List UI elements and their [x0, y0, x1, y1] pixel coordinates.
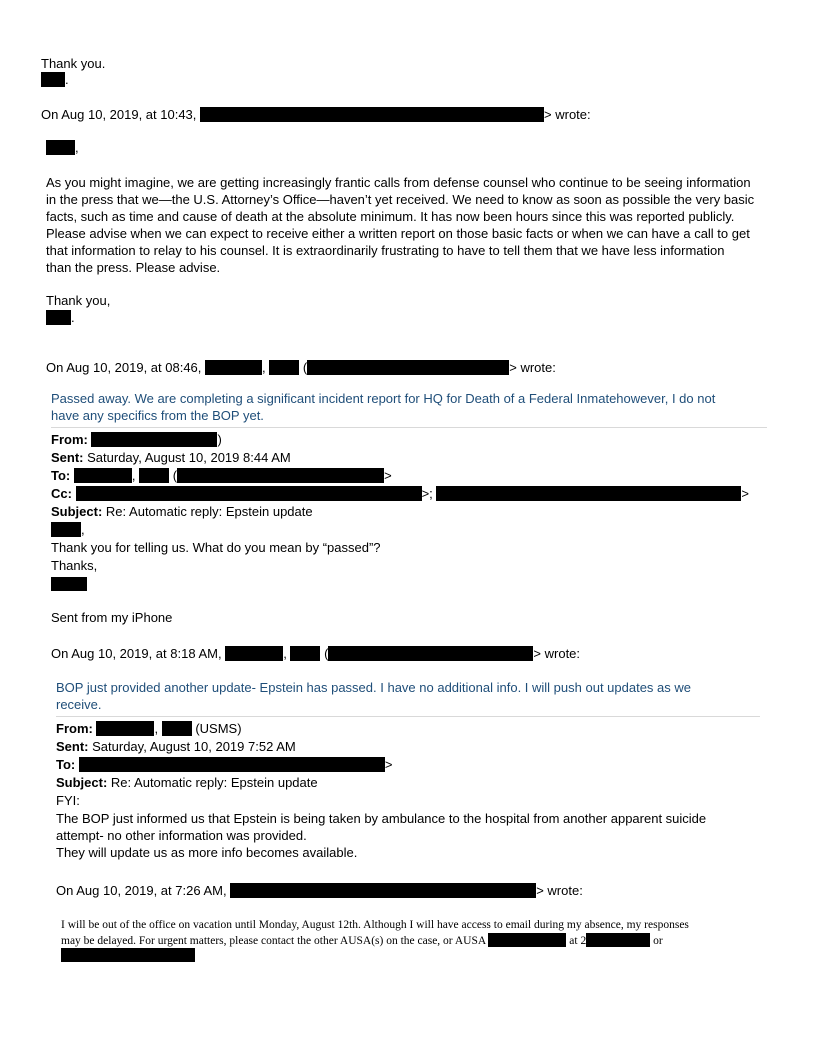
redaction-box — [41, 72, 65, 87]
sent-field: Sent: Saturday, August 10, 2019 8:44 AM — [51, 450, 291, 465]
redaction-box — [290, 646, 320, 661]
redaction-box — [586, 933, 650, 947]
redaction-box — [205, 360, 262, 375]
quoted-message-body: Passed away. We are completing a significant incident report for HQ for Death of a Federal Inmatehowever, I do not have any specifics from the BOP yet. — [51, 391, 716, 423]
redaction-box — [91, 432, 217, 447]
reply-header: On Aug 10, 2019, at 10:43, > wrote: — [41, 107, 591, 122]
signoff-line: . — [46, 309, 75, 326]
from-field: From: , (USMS) — [56, 721, 242, 736]
sent-field: Sent: Saturday, August 10, 2019 7:52 AM — [56, 739, 296, 754]
from-field: From: ) — [51, 432, 222, 447]
divider — [56, 716, 760, 717]
to-field: To: , ( > — [51, 468, 392, 483]
redaction-box — [436, 486, 741, 501]
greeting-line: , — [46, 139, 79, 156]
redaction-box — [96, 721, 154, 736]
autoreply-line-1: I will be out of the office on vacation until Monday, August 12th. Although I will have access to email during my absence, my responses — [61, 919, 689, 931]
redaction-box — [225, 646, 283, 661]
message-body: As you might imagine, we are getting increasingly frantic calls from defense counsel who continue to be seeing information in the press that we—the U.S. Attorney’s Office—haven’t yet received. We need to know as soon as possible the very basic facts, such as time and cause of death at the absolute minimum. It has now been hours since this was reported publicly. Please advise when we can expect to receive either a written report on those basic facts or when we can have a call to get that information to relay to his counsel. It is extraordinarily frustrating to have to tell them that we have less information than the press. Please advise. — [46, 175, 755, 275]
redaction-box — [230, 883, 536, 898]
redaction-box — [74, 468, 132, 483]
redaction-box — [488, 933, 566, 947]
subject-field: Subject: Re: Automatic reply: Epstein update — [51, 504, 313, 519]
redaction-box — [61, 948, 195, 962]
signature-line: Sent from my iPhone — [51, 610, 173, 625]
redaction-box — [162, 721, 192, 736]
redaction-box — [328, 646, 533, 661]
redaction-box — [307, 360, 509, 375]
redaction-box — [139, 468, 169, 483]
autoreply-line-2: may be delayed. For urgent matters, please contact the other AUSA(s) on the case, or AUSA at 2 or — [61, 935, 663, 947]
redaction-box — [46, 140, 75, 155]
thank-you-line: Thank you. — [41, 56, 106, 71]
greeting-line: , — [51, 521, 85, 538]
redaction-box — [51, 577, 87, 591]
closing-line: Thanks, — [51, 558, 98, 573]
subject-field: Subject: Re: Automatic reply: Epstein update — [56, 775, 318, 790]
redaction-box — [200, 107, 544, 122]
to-field: To: > — [56, 757, 393, 772]
cc-field: Cc: >; > — [51, 486, 750, 501]
redaction-box — [46, 310, 71, 325]
divider — [51, 427, 767, 428]
closing-line: Thank you, — [46, 293, 111, 308]
quoted-message-body: BOP just provided another update- Epstein has passed. I have no additional info. I will push out updates as we receive. — [56, 680, 692, 712]
redaction-box — [76, 486, 422, 501]
reply-header: On Aug 10, 2019, at 8:18 AM, , ( > wrote: — [51, 646, 581, 661]
fyi-line: FYI: — [56, 793, 80, 808]
message-body: The BOP just informed us that Epstein is being taken by ambulance to the hospital from another apparent suicide attempt- no other information was provided. They will update us as more info becomes available. — [56, 811, 707, 860]
redaction-box — [79, 757, 385, 772]
reply-header: On Aug 10, 2019, at 08:46, , ( > wrote: — [46, 360, 556, 375]
redaction-box — [51, 522, 81, 537]
message-body: Thank you for telling us. What do you mean by “passed”? — [51, 540, 381, 555]
signoff-line: . — [41, 71, 69, 88]
redaction-box — [269, 360, 299, 375]
redaction-box — [177, 468, 384, 483]
reply-header: On Aug 10, 2019, at 7:26 AM, > wrote: — [56, 883, 583, 898]
